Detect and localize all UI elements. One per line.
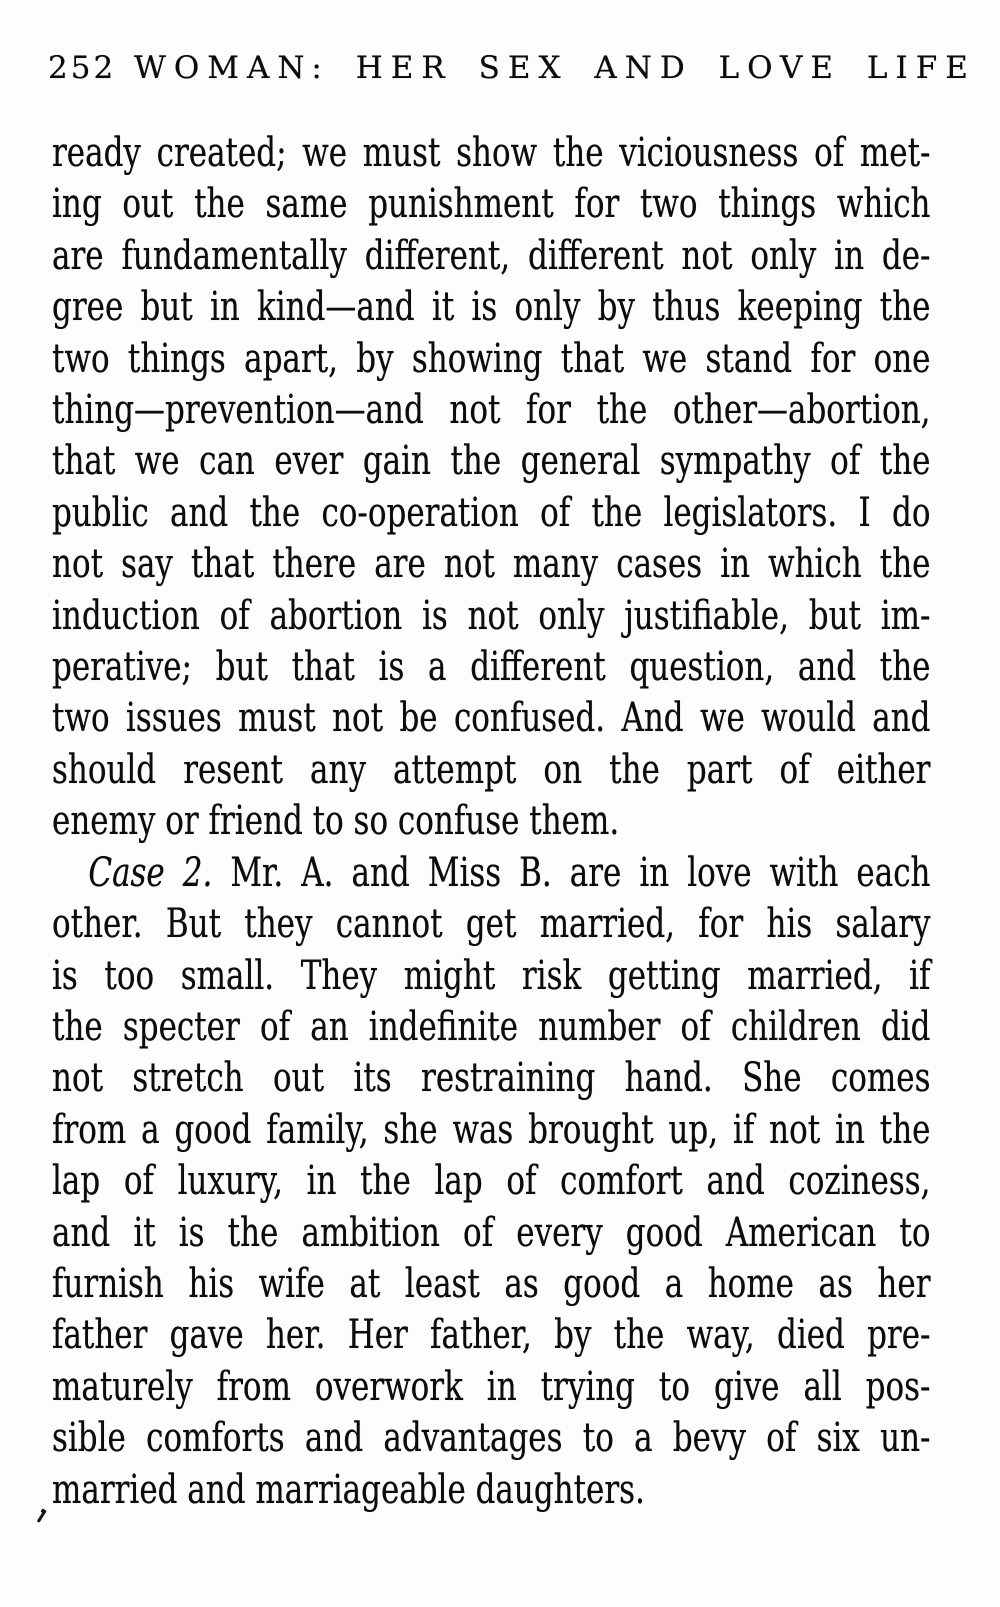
text-line: public and the co-operation of the legislators. I do: [52, 489, 931, 536]
text-line: sible comforts and advantages to a bevy of six un-: [52, 1415, 931, 1462]
text-line: not say that there are not many cases in which the: [52, 541, 931, 588]
text-line: perative; but that is a different question, and the: [52, 644, 931, 691]
text-line: from a good family, she was brought up, if not in the: [52, 1106, 931, 1153]
text-line: induction of abortion is not only justifiable, but im-: [52, 592, 931, 639]
text-line: the specter of an indefinite number of children did: [52, 1003, 931, 1050]
text-line: and it is the ambition of every good American to: [52, 1209, 931, 1256]
text-line: gree but in kind—and it is only by thus keeping the: [52, 284, 931, 331]
body-text: [52, 128, 930, 1516]
text-line: other. But they cannot get married, for his salary: [52, 901, 931, 948]
text-line: ing out the same punishment for two things which: [52, 181, 931, 228]
text-line: that we can ever gain the general sympathy of the: [52, 438, 931, 485]
text-line: ready created; we must show the viciousness of met-: [52, 130, 931, 176]
text-line: Case 2. Mr. A. and Miss B. are in love with each: [88, 849, 931, 896]
case-label-italic: Case 2.: [88, 849, 213, 896]
text-line: should resent any attempt on the part of either: [52, 746, 931, 793]
text-line: married and marriageable daughters.: [52, 1466, 645, 1513]
text-line: not stretch out its restraining hand. She comes: [52, 1055, 931, 1102]
scan-artifact-mark: [37, 1510, 46, 1523]
page-number: 252: [48, 50, 117, 86]
text-line: thing—prevention—and not for the other—abortion,: [52, 387, 931, 434]
text-line: enemy or friend to so confuse them.: [52, 798, 620, 845]
text-line: father gave her. Her father, by the way, died pre-: [52, 1312, 931, 1359]
text-line: two issues must not be confused. And we would and: [52, 695, 931, 742]
text-line: maturely from overwork in trying to give all pos-: [52, 1363, 931, 1410]
page-header: [0, 50, 1000, 94]
text-line: are fundamentally different, different not only in de-: [52, 232, 931, 279]
text-line: is too small. They might risk getting married, if: [52, 952, 931, 999]
text-line: two things apart, by showing that we stand for one: [52, 335, 931, 382]
text-line: lap of luxury, in the lap of comfort and coziness,: [52, 1158, 931, 1205]
text-line: furnish his wife at least as good a home as her: [52, 1260, 931, 1307]
running-title: WOMAN: HER SEX AND LOVE LIFE: [134, 50, 976, 86]
